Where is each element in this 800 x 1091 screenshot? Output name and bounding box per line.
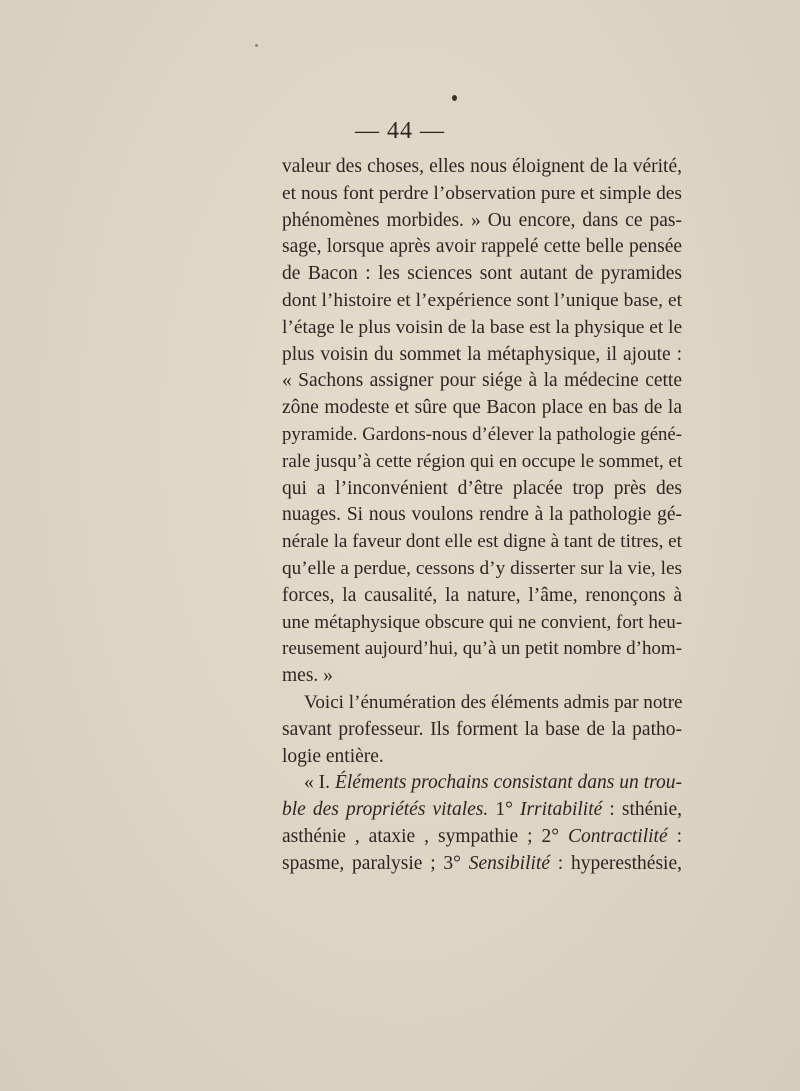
text-line: Voici l’énumération des éléments admis par notre: [304, 691, 683, 713]
text-line: qu’elle a perdue, cessons d’y disserter sur la vie, les: [282, 557, 682, 579]
text-line: valeur des choses, elles nous éloignent de la vérité,: [282, 156, 682, 177]
text-line: nérale la faveur dont elle est digne à tant de titres, et: [282, 531, 682, 553]
text-line: pyramide. Gardons-nous d’élever la pathologie géné-: [282, 423, 682, 445]
text-line: asthénie , ataxie , sympathie ; 2° Contractilité :: [282, 825, 682, 847]
text-line: de Bacon : les sciences sont autant de pyramides: [282, 263, 682, 285]
text-line: sage, lorsque après avoir rappelé cette belle pensée: [282, 236, 682, 258]
text-line: mes. »: [282, 665, 333, 687]
ink-speck: [452, 95, 457, 101]
italic-segment: Irritabilité: [519, 799, 603, 821]
italic-segment: Sensibilité: [468, 852, 551, 874]
text-line: qui a l’inconvénient d’être placée trop près des: [282, 477, 682, 499]
text-line: une métaphysique obscure qui ne convient, fort heu-: [282, 611, 683, 633]
text-line: dont l’histoire et l’expérience sont l’unique base, et: [282, 289, 682, 311]
text-line: « Sachons assigner pour siége à la médecine cette: [282, 370, 682, 392]
text-line: phénomènes morbides. » Ou encore, dans ce pas-: [282, 209, 682, 231]
text-line: plus voisin du sommet la métaphysique, il ajoute :: [282, 343, 682, 365]
text-line: spasme, paralysie ; 3° Sensibilité : hyperesthésie,: [282, 852, 682, 874]
text-line: reusement aujourd’hui, qu’à un petit nombre d’hom-: [282, 638, 682, 660]
text-line: l’étage le plus voisin de la base est la physique et le: [282, 316, 683, 338]
text-line: savant professeur. Ils forment la base de la patho-: [282, 718, 682, 740]
italic-segment: ble des propriétés vitales.: [282, 799, 489, 821]
page-number: — 44 —: [355, 118, 445, 144]
text-line: ble des propriétés vitales. 1° Irritabilité : sthénie,: [282, 799, 682, 821]
body-text: [282, 154, 682, 878]
italic-segment: Contractilité: [567, 825, 668, 847]
italic-segment: Éléments prochains consistant dans un trou-: [334, 772, 682, 794]
ink-speck: [255, 44, 258, 47]
text-line: nuages. Si nous voulons rendre à la pathologie gé-: [282, 504, 682, 526]
text-line: forces, la causalité, la nature, l’âme, renonçons à: [282, 584, 682, 606]
text-line: « I. Éléments prochains consistant dans un trou-: [304, 772, 682, 794]
text-line: et nous font perdre l’observation pure et simple des: [282, 182, 682, 204]
text-line: logie entière.: [282, 745, 384, 767]
text-line: rale jusqu’à cette région qui en occupe le sommet, et: [282, 450, 683, 472]
text-line: zône modeste et sûre que Bacon place en bas de la: [282, 397, 682, 419]
